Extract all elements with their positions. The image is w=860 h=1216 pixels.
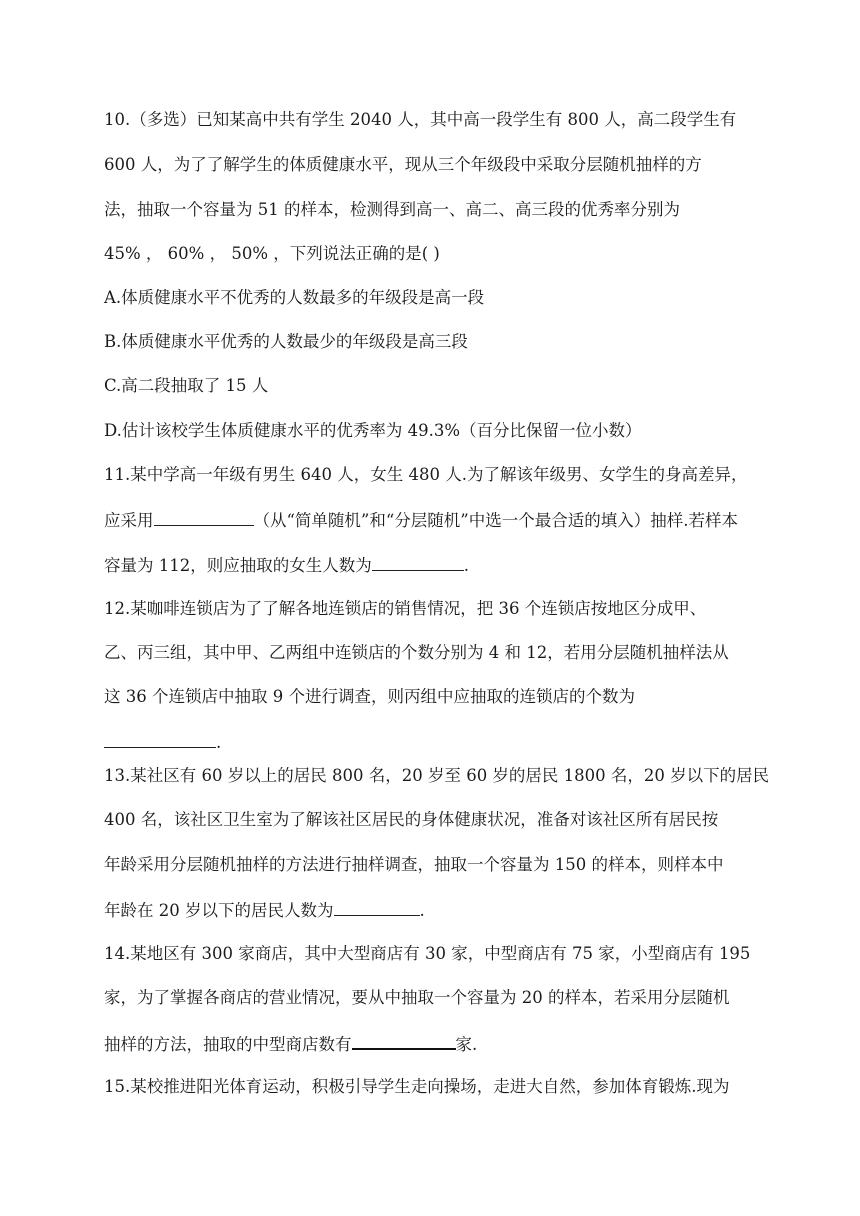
q13-line-4 — [104, 899, 425, 921]
q10-option-b: B.体质健康水平优秀的人数最少的年级段是高三段 — [104, 332, 468, 351]
q10-line-1: 10.（多选）已知某高中共有学生 2040 人，其中高一段学生有 800 人，高二段学生有 — [104, 110, 737, 129]
q12-line-4 — [104, 731, 221, 753]
q14-answer-blank[interactable] — [352, 1032, 456, 1050]
q14-line-3-post: 家. — [455, 1035, 478, 1054]
q13-line-2: 400 名，该社区卫生室为了解该社区居民的身体健康状况，准备对该社区所有居民按 — [104, 810, 719, 829]
q11-line-2 — [104, 509, 738, 531]
q13-line-4-pre: 年龄在 20 岁以下的居民人数为 — [104, 901, 334, 920]
q12-line-1: 12.某咖啡连锁店为了了解各地连锁店的销售情况，把 36 个连锁店按地区分成甲、 — [104, 599, 707, 618]
q11-line-1: 11.某中学高一年级有男生 640 人，女生 480 人.为了解该年级男、女学生的身高差异， — [104, 465, 748, 484]
q15-line-1: 15.某校推进阳光体育运动，积极引导学生走向操场，走进大自然，参加体育锻炼.现为 — [104, 1077, 730, 1096]
q11-line-2-pre: 应采用 — [104, 511, 154, 530]
q11-answer-blank-1[interactable] — [154, 509, 254, 526]
q13-line-4-post: . — [419, 901, 425, 920]
q11-answer-blank-2[interactable] — [372, 554, 464, 571]
q10-line-3: 法，抽取一个容量为 51 的样本，检测得到高一、高二、高三段的优秀率分别为 — [104, 200, 680, 219]
q14-line-2: 家，为了掌握各商店的营业情况，要从中抽取一个容量为 20 的样本，若采用分层随机 — [104, 988, 730, 1007]
q10-option-a: A.体质健康水平不优秀的人数最多的年级段是高一段 — [104, 288, 485, 307]
q13-line-1: 13.某社区有 60 岁以上的居民 800 名，20 岁至 60 岁的居民 1800 名，20 岁以下的居民 — [104, 766, 770, 785]
q11-line-3-post: . — [463, 556, 469, 575]
q10-line-4: 45% ， 60% ， 50% ，下列说法正确的是( ) — [104, 244, 440, 263]
q12-line-2: 乙、丙三组，其中甲、乙两组中连锁店的个数分别为 4 和 12，若用分层随机抽样法从 — [104, 643, 729, 662]
q11-line-3-pre: 容量为 112，则应抽取的女生人数为 — [104, 556, 372, 575]
q10-line-2: 600 人，为了了解学生的体质健康水平，现从三个年级段中采取分层随机抽样的方 — [104, 155, 702, 174]
q12-line-3: 这 36 个连锁店中抽取 9 个进行调查，则丙组中应抽取的连锁店的个数为 — [104, 687, 635, 706]
q12-answer-blank[interactable] — [104, 731, 216, 748]
q13-line-3: 年龄采用分层随机抽样的方法进行抽样调查，抽取一个容量为 150 的样本，则样本中 — [104, 855, 724, 874]
q14-line-3-pre: 抽样的方法，抽取的中型商店数有 — [104, 1035, 352, 1054]
q13-answer-blank[interactable] — [334, 899, 420, 916]
q14-line-1: 14.某地区有 300 家商店，其中大型商店有 30 家，中型商店有 75 家，小型商店有 195 — [104, 944, 751, 963]
q12-tail: . — [216, 733, 222, 752]
q14-line-3 — [104, 1032, 477, 1055]
q11-line-2-post: （从“简单随机”和“分层随机”中选一个最合适的填入）抽样.若样本 — [253, 511, 738, 530]
q10-option-c: C.高二段抽取了 15 人 — [104, 376, 269, 395]
q11-line-3 — [104, 554, 469, 576]
q10-option-d: D.估计该校学生体质健康水平的优秀率为 49.3%（百分比保留一位小数） — [104, 421, 642, 440]
